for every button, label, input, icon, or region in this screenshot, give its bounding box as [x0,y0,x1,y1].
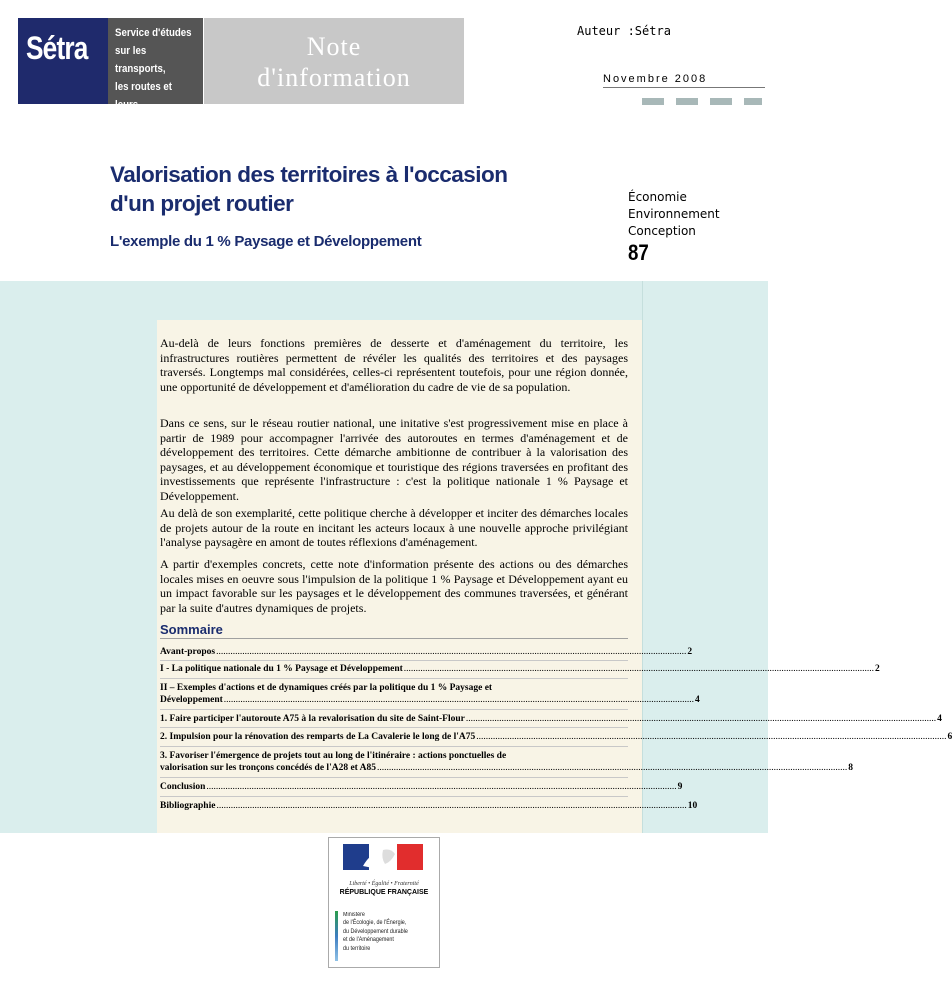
toc-leader: ...................................................................................................................................................................................................... [223,695,695,705]
intro-paragraph: Dans ce sens, sur le réseau routier national, une initative s'est progressivement mise en place à partir de 1989 pour accompagner l'arrivée des autoroutes en termes d'aménagement et de développement des territoires. Cette démarche ambitionne de contribuer à la valorisation des paysages, et au développement économique et touristique des régions traversées en profitant des investissements que représente l'infrastructure : c'est la politique nationale 1 % Paysage et Développement. [160,416,628,503]
toc-leader: ...................................................................................................................................................................................................... [216,801,687,811]
document-subtitle: L'exemple du 1 % Paysage et Développement [110,233,422,250]
issue-number: 87 [628,240,649,265]
toc-leader: ...................................................................................................................................................................................................... [216,647,687,657]
theme-item: Environnement [628,207,720,221]
toc-page: 6 [947,732,952,742]
sommaire-heading: Sommaire [160,622,223,637]
toc-divider [160,777,628,778]
toc-page: 9 [677,782,683,792]
setra-logo: Sétra [26,30,88,66]
toc-entry[interactable] [160,781,683,793]
toc-leader: ...................................................................................................................................................................................................... [476,732,947,742]
toc-divider [160,746,628,747]
toc-leader: ...................................................................................................................................................................................................... [465,714,937,724]
toc-divider [160,709,628,710]
toc-entry[interactable] [160,800,698,812]
toc-label: 3. Favoriser l'émergence de projets tout au long de l'itinéraire : actions ponctuelles de [160,751,507,761]
intro-paragraph: Au delà de son exemplarité, cette politique cherche à développer et inciter des démarches locales de projets autour de la route en incitant les acteurs locaux à une nouvelle approche privilégiant l'analyse paysagère en amont de toutes réflexions d'aménagement. [160,506,628,549]
toc-divider [160,727,628,728]
toc-divider [160,796,628,797]
decor-dash [642,98,664,105]
intro-paragraph: Au-delà de leurs fonctions premières de desserte et d'aménagement du territoire, les infrastructures routières permettent de révéler les qualités des territoires et des paysages traversés. Longtemps mal considérées, celles-ci représentent toutefois, pour une région donnée, une opportunité de développement et d'amélioration du cadre de vie de sa population. [160,336,628,394]
document-title: Valorisation des territoires à l'occasion d'un projet routier [110,162,508,216]
toc-label: 2. Impulsion pour la rénovation des remparts de La Cavalerie le long de l'A75 [160,732,476,742]
toc-entry[interactable] [160,663,880,675]
toc-label: I - La politique nationale du 1 % Paysage et Développement [160,664,403,674]
band-divider [642,281,643,833]
toc-page: 2 [875,664,880,674]
theme-item: Économie [628,190,687,204]
toc-label: 1. Faire participer l'autoroute A75 à la revalorisation du site de Saint-Flour [160,714,465,724]
toc-entry[interactable] [160,750,854,774]
theme-list [628,189,720,240]
toc-page: 2 [687,647,693,657]
ministry-line: du territoire [343,945,371,952]
toc-label: II – Exemples d'actions et de dynamiques créés par la politique du 1 % Paysage et [160,683,493,693]
toc-page: 4 [695,695,700,705]
toc-entry[interactable] [160,731,952,743]
decor-dash [710,98,732,105]
toc-entry[interactable] [160,646,693,658]
ministry-name [343,911,408,953]
intro-paragraph: A partir d'exemples concrets, cette note d'information présente des actions ou des démarches locales mises en oeuvre sous l'impulsion de la politique 1 % Paysage et Développement ayant eu un impact favorable sur les paysages et le développement des communes traversées, et générant par la suite d'autres dynamiques de projets. [160,557,628,615]
toc-label: valorisation sur les tronçons concédés de l'A28 et A85 [160,763,377,773]
toc-divider [160,678,628,679]
toc-leader: ...................................................................................................................................................................................................... [377,763,848,773]
theme-item: Conception [628,224,696,238]
toc-label: Conclusion [160,782,206,792]
service-line: aménagements [115,117,186,129]
republique-francaise-logo [328,837,440,907]
toc-page: 8 [848,763,854,773]
toc-divider [160,660,628,661]
toc-page: 4 [937,714,942,724]
toc-leader: ...................................................................................................................................................................................................... [403,664,875,674]
author: Auteur :Sétra [577,24,671,38]
service-line: sur les transports, [115,45,166,75]
ministry-line: de l'Écologie, de l'Énergie, [343,920,407,927]
toc-label: Avant-propos [160,647,216,657]
note-title: Note [306,32,362,61]
ministry-line: et de l'Aménagement [343,937,394,944]
date-divider [603,87,765,88]
decor-dash [744,98,762,105]
rf-name: RÉPUBLIQUE FRANÇAISE [339,889,429,896]
ministry-line: du Développement durable [343,928,408,935]
sommaire-divider [160,638,628,639]
ministry-bar [335,911,338,961]
toc-label: Développement [160,695,223,705]
ministry-logo [328,905,440,968]
service-line: Service d'études [115,27,192,39]
toc-page: 10 [687,801,698,811]
decor-dash [676,98,698,105]
toc-label: Bibliographie [160,801,216,811]
toc-entry[interactable] [160,713,942,725]
toc-leader: ...................................................................................................................................................................................................... [206,782,677,792]
marianne-icon [329,838,439,876]
toc-entry[interactable] [160,682,700,706]
note-title-sub: d'information [257,63,411,92]
ministry-line: Ministère [343,912,365,918]
service-description [115,24,196,132]
service-line: les routes et leurs [115,81,173,111]
rf-motto: Liberté • Égalité • Fraternité [349,881,419,887]
publication-date: Novembre 2008 [603,73,708,85]
